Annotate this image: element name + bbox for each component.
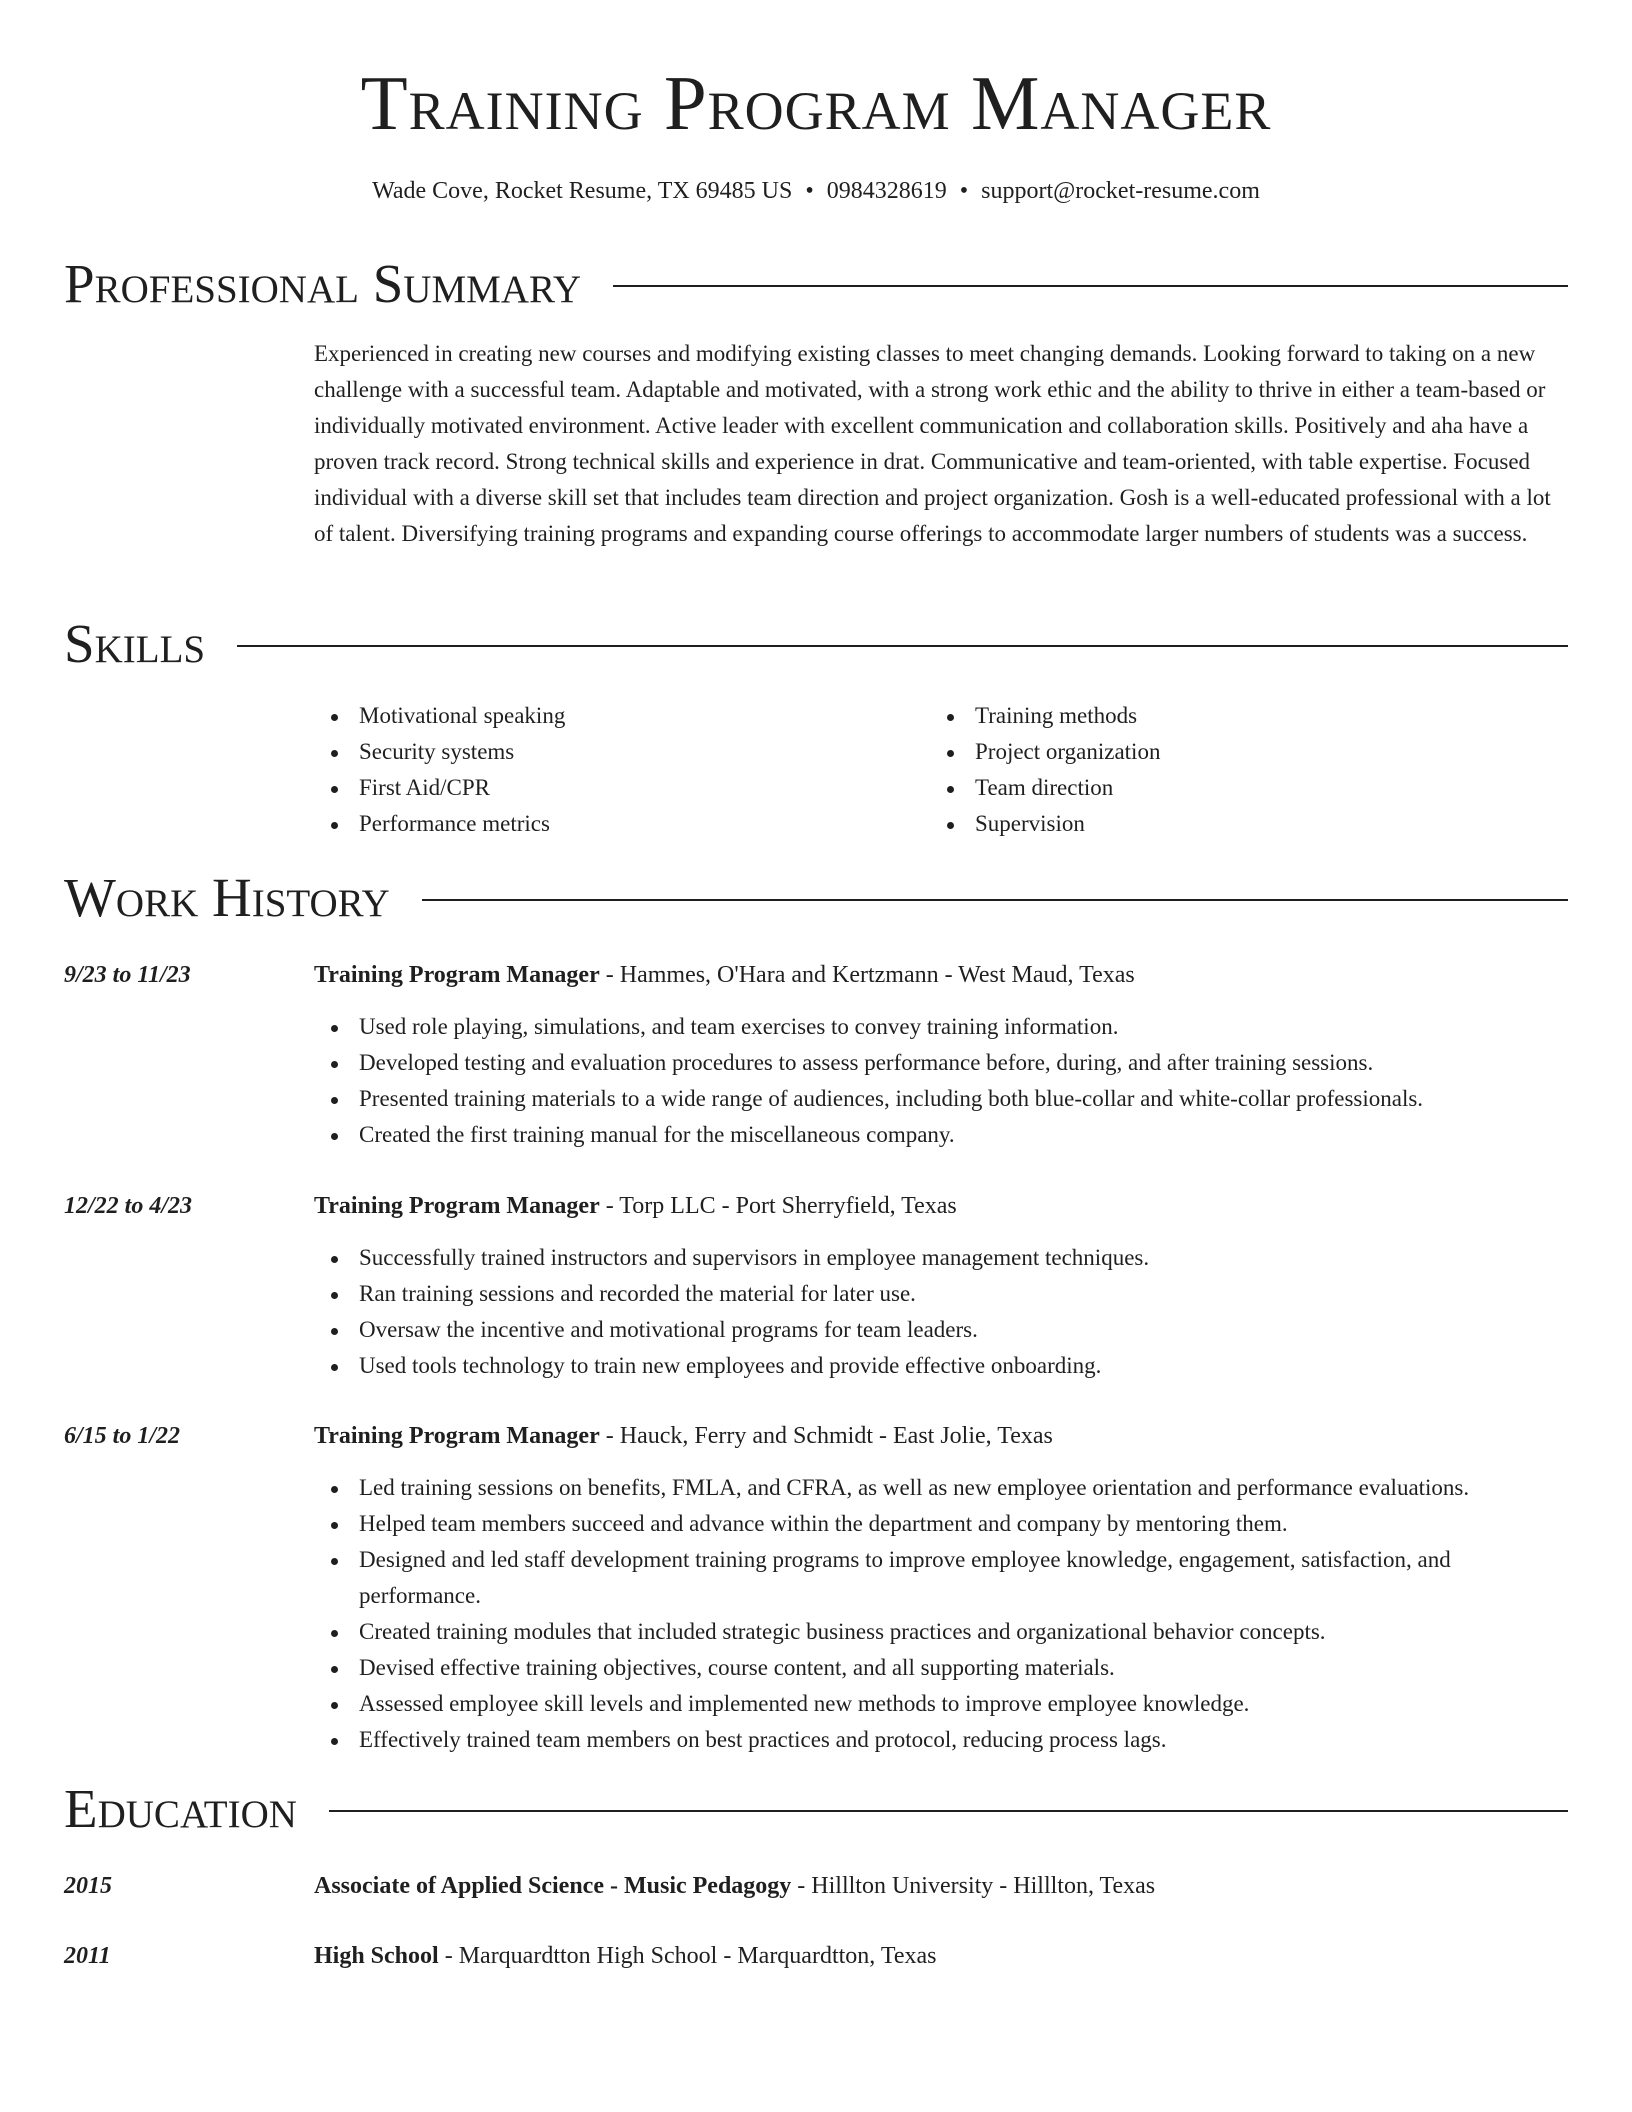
skill-item: Performance metrics (314, 806, 874, 842)
job-heading (314, 1419, 1568, 1453)
skill-item: Project organization (930, 734, 1490, 770)
job-employer-location: - Hauck, Ferry and Schmidt - East Jolie, Texas (599, 1423, 1053, 1449)
contact-email: support@rocket-resume.com (981, 178, 1260, 204)
education-degree: High School (314, 1943, 439, 1969)
job-bullet: Created training modules that included strategic business practices and organizational behavior concepts. (314, 1614, 1568, 1650)
job-bullet: Presented training materials to a wide range of audiences, including both blue-collar and white-collar professionals. (314, 1081, 1568, 1117)
job-bullet: Ran training sessions and recorded the material for later use. (314, 1276, 1568, 1312)
job-employer-location: - Hammes, O'Hara and Kertzmann - West Maud, Texas (599, 962, 1135, 988)
job-dates: 6/15 to 1/22 (64, 1423, 181, 1449)
job-bullet: Created the first training manual for the miscellaneous company. (314, 1117, 1568, 1153)
section-divider (613, 285, 1568, 287)
skill-item: Supervision (930, 806, 1490, 842)
education-heading (314, 1939, 1568, 1973)
contact-separator: • (805, 178, 814, 204)
section-divider (422, 899, 1568, 901)
job-bullet: Used tools technology to train new employees and provide effective onboarding. (314, 1348, 1568, 1384)
skills-list-right (930, 698, 1490, 842)
resume-name-title: Training Program Manager (360, 60, 1272, 146)
job-bullet: Devised effective training objectives, course content, and all supporting materials. (314, 1650, 1568, 1686)
section-header-summary (64, 252, 1568, 316)
job-bullet: Led training sessions on benefits, FMLA, and CFRA, as well as new employee orientation and performance evaluations. (314, 1470, 1568, 1506)
contact-separator: • (959, 178, 969, 204)
job-bullet: Used role playing, simulations, and team exercises to convey training information. (314, 1009, 1568, 1045)
education-degree: Associate of Applied Science - Music Pedagogy (314, 1873, 792, 1899)
job-employer-location: - Torp LLC - Port Sherryfield, Texas (599, 1193, 957, 1219)
skill-item: Training methods (930, 698, 1490, 734)
job-dates: 12/22 to 4/23 (64, 1193, 193, 1219)
section-title-education: Education (64, 1778, 297, 1839)
skill-item: Security systems (314, 734, 874, 770)
job-bullets (314, 1240, 1568, 1384)
contact-line (0, 174, 1632, 208)
job-bullet: Designed and led staff development training programs to improve employee knowledge, engagement, satisfaction, and performance. (314, 1542, 1568, 1614)
job-bullets (314, 1470, 1568, 1758)
skill-item: Team direction (930, 770, 1490, 806)
section-divider (329, 1810, 1568, 1812)
job-bullet: Developed testing and evaluation procedures to assess performance before, during, and after training sessions. (314, 1045, 1568, 1081)
job-bullet: Successfully trained instructors and supervisors in employee management techniques. (314, 1240, 1568, 1276)
skill-item: First Aid/CPR (314, 770, 874, 806)
education-heading (314, 1869, 1568, 1903)
education-year: 2015 (64, 1873, 112, 1899)
job-bullet: Oversaw the incentive and motivational programs for team leaders. (314, 1312, 1568, 1348)
job-title: Training Program Manager (314, 1193, 600, 1219)
section-title-summary: Professional Summary (64, 253, 582, 314)
education-school-location: - Marquardtton High School - Marquardtton, Texas (438, 1943, 937, 1969)
skills-list-left (314, 698, 874, 842)
section-title-skills: Skills (64, 613, 206, 674)
job-bullet: Effectively trained team members on best practices and protocol, reducing process lags. (314, 1722, 1568, 1758)
contact-phone: 0984328619 (826, 178, 947, 204)
section-header-work-history (64, 866, 1568, 930)
section-title-work-history: Work History (64, 867, 390, 928)
job-bullet: Assessed employee skill levels and implemented new methods to improve employee knowledge. (314, 1686, 1568, 1722)
summary-text: Experienced in creating new courses and modifying existing classes to meet changing demands. Looking forward to taking on a new challenge with a successful team. Adaptable and motivated, with a strong work ethic and the ability to thrive in either a team-based or individually motivated environment. Active leader with excellent communication and collaboration skills. Positively and aha have a proven track record. Strong technical skills and experience in drat. Communicative and team-oriented, with table expertise. Focused individual with a diverse skill set that includes team direction and project organization. Gosh is a well-educated professional with a lot of talent. Diversifying training programs and expanding course offerings to accommodate larger numbers of students was a success. (314, 341, 1551, 546)
skill-item: Motivational speaking (314, 698, 874, 734)
section-header-skills (64, 612, 1568, 676)
job-bullet: Helped team members succeed and advance within the department and company by mentoring them. (314, 1506, 1568, 1542)
job-title: Training Program Manager (314, 1423, 600, 1449)
education-year: 2011 (64, 1943, 111, 1969)
education-school-location: - Hilllton University - Hilllton, Texas (791, 1873, 1156, 1899)
job-dates: 9/23 to 11/23 (64, 962, 191, 988)
section-header-education (64, 1777, 1568, 1841)
job-title: Training Program Manager (314, 962, 600, 988)
job-heading (314, 958, 1568, 992)
contact-address: Wade Cove, Rocket Resume, TX 69485 US (372, 178, 793, 204)
job-bullets (314, 1009, 1568, 1153)
section-divider (237, 645, 1568, 647)
job-heading (314, 1189, 1568, 1223)
